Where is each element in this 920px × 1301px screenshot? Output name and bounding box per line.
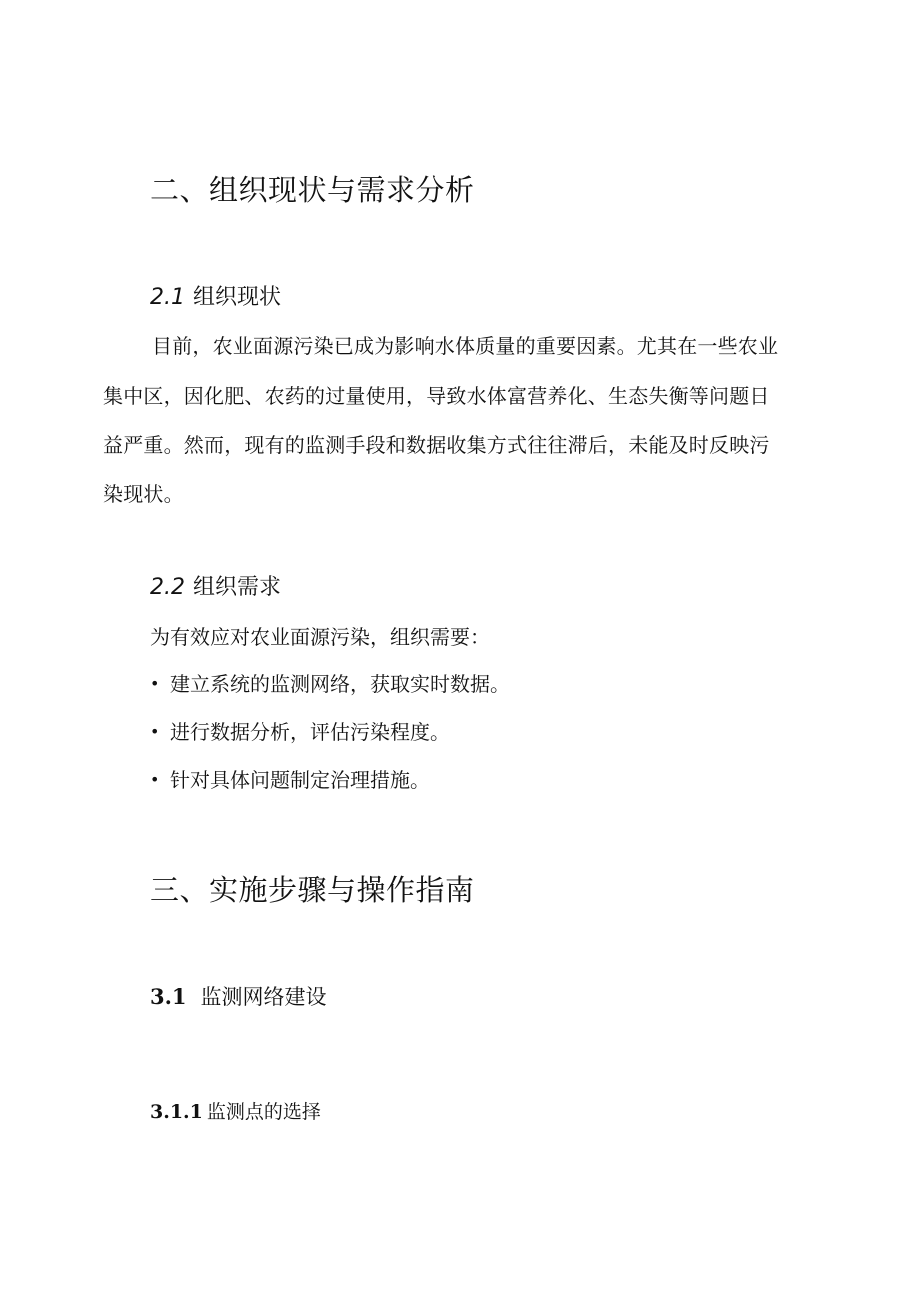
list-item-text: 进行数据分析，评估污染程度。 (170, 720, 450, 744)
needs-intro: 为有效应对农业面源污染，组织需要： (150, 625, 490, 649)
list-item-text: 针对具体问题制定治理措施。 (170, 768, 430, 792)
bullet-icon: • (150, 770, 160, 789)
subsection-number: 2.1 (150, 285, 185, 310)
subsection-number: 2.2 (150, 575, 185, 600)
subsection-title: 监测网络建设 (200, 985, 327, 1009)
bullet-icon: • (150, 674, 160, 693)
subsection-title: 组织现状 (193, 285, 282, 310)
bullet-icon: • (150, 722, 160, 741)
paragraph-line: 益严重。然而，现有的监测手段和数据收集方式往往滞后，未能及时反映污 (103, 433, 770, 457)
subsection-2-2-heading (150, 570, 281, 601)
paragraph-line: 染现状。 (103, 482, 184, 506)
paragraph-line: 集中区，因化肥、农药的过量使用，导致水体富营养化、生态失衡等问题日 (103, 384, 770, 408)
section-2-heading: 二、组织现状与需求分析 (150, 173, 475, 207)
subsection-3-1-heading (150, 981, 327, 1011)
subsection-number: 3.1.1 (150, 1101, 203, 1123)
paragraph-line: 目前，农业面源污染已成为影响水体质量的重要因素。尤其在一些农业 (152, 334, 779, 358)
subsection-2-1-heading (150, 280, 281, 311)
subsection-title: 组织需求 (193, 575, 282, 600)
list-item (150, 764, 430, 793)
list-item (150, 668, 510, 697)
list-item (150, 716, 450, 745)
subsection-title: 监测点的选择 (206, 1101, 321, 1123)
subsection-3-1-1-heading (150, 1097, 321, 1124)
subsection-number: 3.1 (150, 984, 187, 1009)
section-3-heading: 三、实施步骤与操作指南 (150, 873, 475, 907)
list-item-text: 建立系统的监测网络，获取实时数据。 (170, 672, 510, 696)
